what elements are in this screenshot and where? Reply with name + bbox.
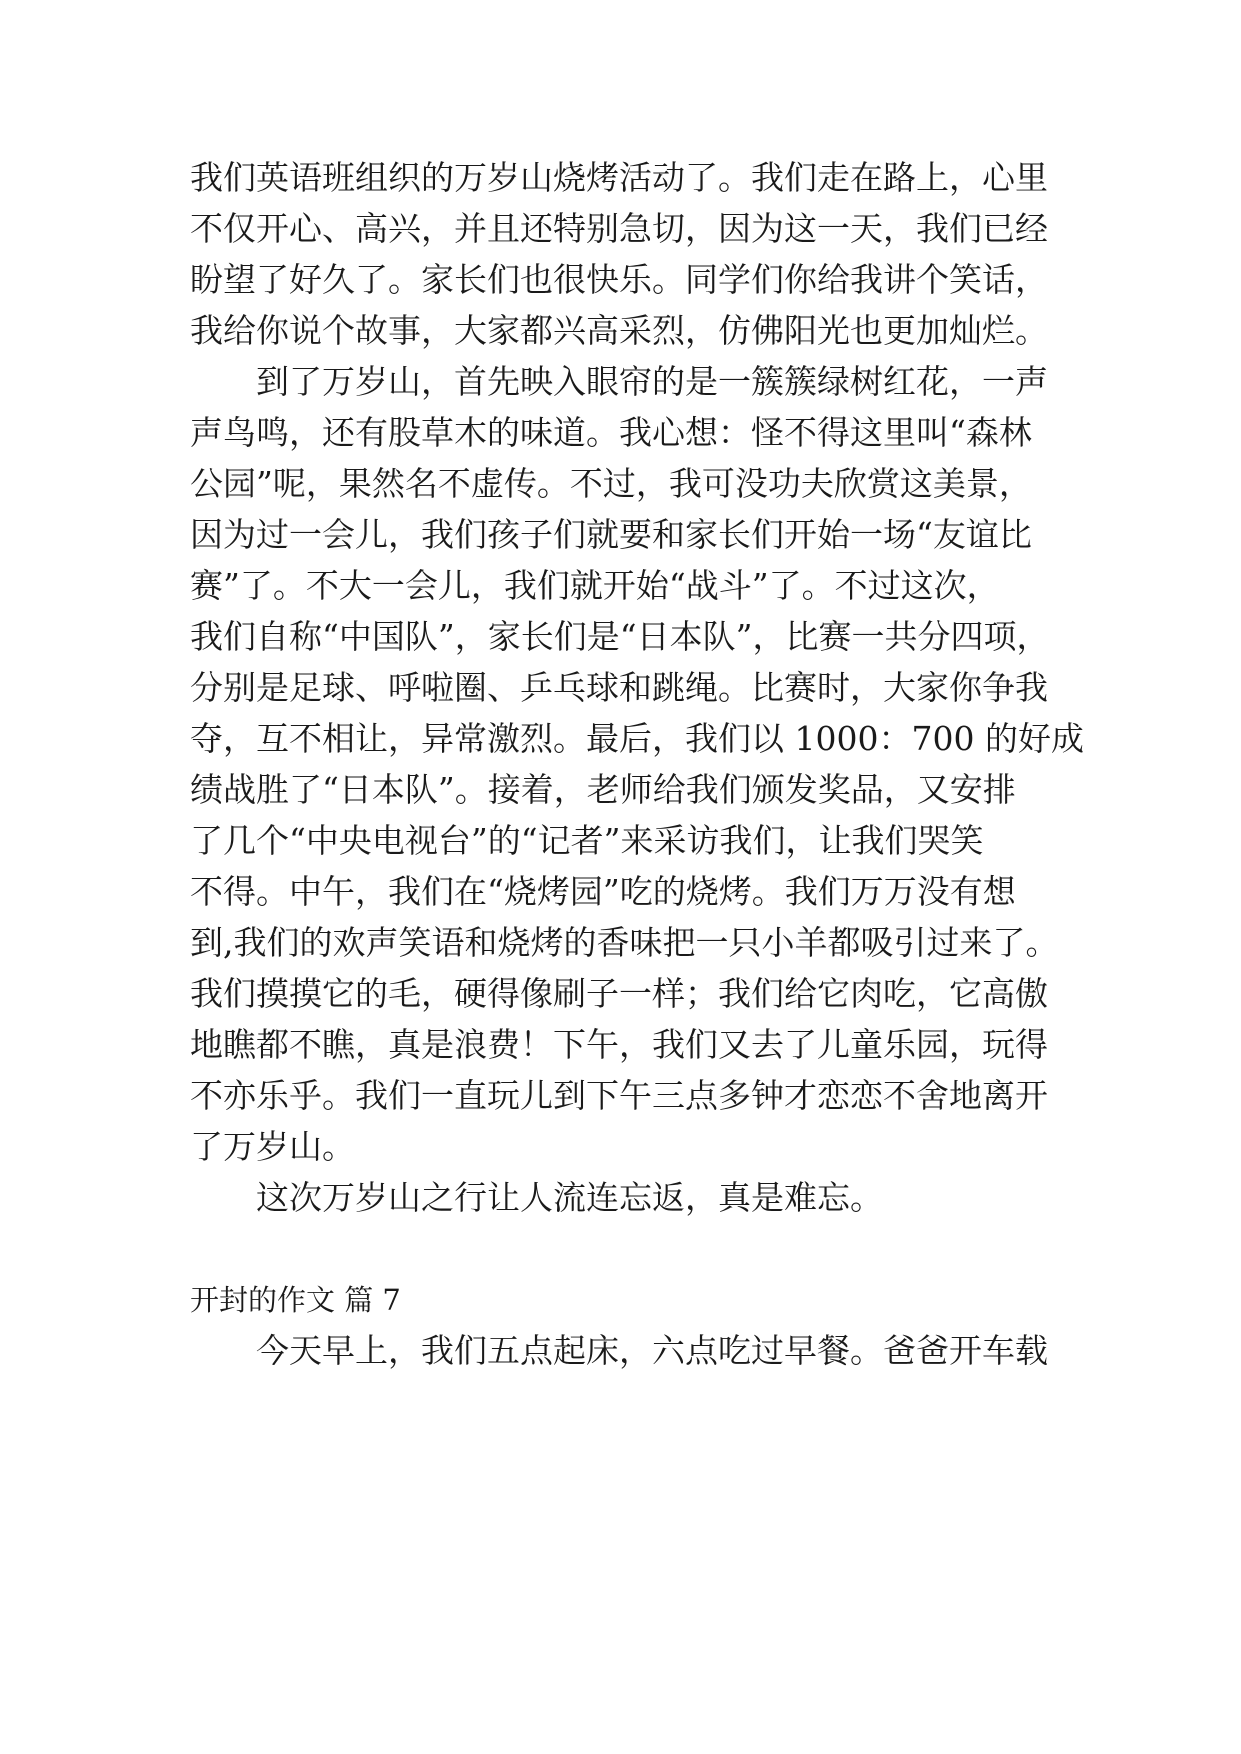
text-line: 今天早上，我们五点起床，六点吃过早餐。爸爸开车载	[256, 1331, 1048, 1370]
text-line: 盼望了好久了。家长们也很快乐。同学们你给我讲个笑话，	[190, 260, 1048, 299]
text-line: 我们自称“中国队”，家长们是“日本队”，比赛一共分四项，	[190, 617, 1050, 656]
text-line: 因为过一会儿，我们孩子们就要和家长们开始一场“友谊比	[190, 515, 1032, 554]
text-line: 我们英语班组织的万岁山烧烤活动了。我们走在路上，心里	[190, 158, 1048, 197]
text-line: 分别是足球、呼啦圈、乒乓球和跳绳。比赛时，大家你争我	[190, 668, 1048, 707]
text-line: 我给你说个故事，大家都兴高采烈，仿佛阳光也更加灿烂。	[190, 311, 1048, 350]
text-line: 声鸟鸣，还有股草木的味道。我心想：怪不得这里叫“森林	[190, 413, 1032, 452]
text-line: 我们摸摸它的毛，硬得像刷子一样；我们给它肉吃，它高傲	[190, 974, 1048, 1013]
text-line: 到了万岁山，首先映入眼帘的是一簇簇绿树红花，一声	[256, 362, 1048, 401]
text-line: 不亦乐乎。我们一直玩儿到下午三点多钟才恋恋不舍地离开	[190, 1076, 1048, 1115]
text-line: 了几个“中央电视台”的“记者”来采访我们，让我们哭笑	[190, 821, 984, 860]
text-line: 夺，互不相让，异常激烈。最后，我们以 1000：700 的好成	[190, 719, 1084, 758]
text-line: 到,我们的欢声笑语和烧烤的香味把一只小羊都吸引过来了。	[190, 923, 1059, 962]
text-line: 绩战胜了“日本队”。接着，老师给我们颁发奖品，又安排	[190, 770, 1016, 809]
text-line: 地瞧都不瞧，真是浪费！下午，我们又去了儿童乐园，玩得	[190, 1025, 1048, 1064]
text-line: 了万岁山。	[190, 1127, 355, 1166]
text-line: 不得。中午，我们在“烧烤园”吃的烧烤。我们万万没有想	[190, 872, 1016, 911]
text-line: 赛”了。不大一会儿，我们就开始“战斗”了。不过这次，	[190, 566, 1000, 605]
section-heading: 开封的作文 篇 7	[190, 1283, 401, 1317]
text-line: 不仅开心、高兴，并且还特别急切，因为这一天，我们已经	[190, 209, 1048, 248]
text-line: 这次万岁山之行让人流连忘返，真是难忘。	[256, 1178, 883, 1217]
text-line: 公园”呢，果然名不虚传。不过，我可没功夫欣赏这美景，	[190, 464, 1032, 503]
